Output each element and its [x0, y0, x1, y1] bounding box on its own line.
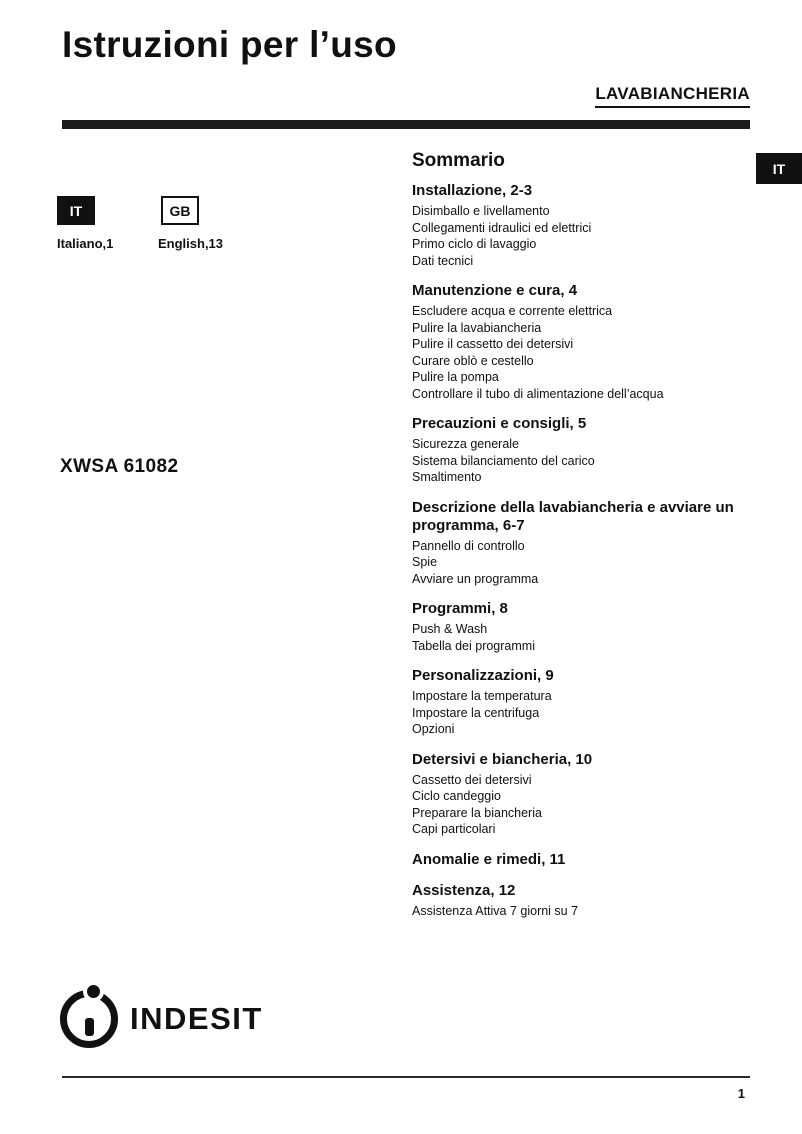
toc-item: Dati tecnici — [412, 253, 474, 268]
header-divider — [62, 120, 750, 129]
toc-item: Assistenza Attiva 7 giorni su 7 — [412, 903, 579, 918]
toc-section-title: Anomalie e rimedi, 11 — [412, 850, 566, 868]
model-number: XWSA 61082 — [60, 456, 179, 477]
indesit-circle-i-icon — [60, 990, 118, 1048]
toc-section-assistenza — [412, 882, 747, 920]
toc-section-programmi — [412, 600, 747, 654]
toc-section-title: Installazione, 2-3 — [412, 182, 533, 199]
toc-item: Escludere acqua e corrente elettrica — [412, 304, 613, 318]
toc-section-title: Programmi, 8 — [412, 600, 508, 617]
toc-item: Capi particolari — [412, 822, 496, 836]
toc-section-installazione — [412, 182, 747, 269]
toc-item: Avviare un programma — [412, 571, 539, 586]
page-number: 1 — [737, 1086, 745, 1101]
toc-section-personalizzazioni — [412, 667, 747, 738]
toc-item: Opzioni — [412, 722, 455, 736]
language-corner-tab: IT — [756, 153, 802, 184]
language-badge-gb: GB — [161, 196, 199, 225]
toc-item: Disimballo e livellamento — [412, 204, 550, 218]
toc-item: Collegamenti idraulici ed elettrici — [412, 220, 592, 235]
footer-divider — [62, 1076, 750, 1078]
toc-item: Primo ciclo di lavaggio — [412, 237, 537, 251]
toc-item: Pulire il cassetto dei detersivi — [412, 337, 574, 351]
toc-section-title: Precauzioni e consigli, 5 — [412, 415, 587, 432]
toc-item: Ciclo candeggio — [412, 789, 501, 803]
toc-section-manutenzione — [412, 282, 747, 402]
toc-item: Sistema bilanciamento del carico — [412, 453, 595, 468]
toc-item: Tabella dei programmi — [412, 638, 535, 653]
toc-heading: Sommario — [412, 150, 505, 171]
language-label-gb: English,13 — [158, 236, 224, 251]
toc-item: Spie — [412, 555, 438, 569]
toc-item: Pannello di controllo — [412, 538, 525, 553]
brand-logo — [60, 990, 263, 1048]
toc-section-title: Detersivi e biancheria, 10 — [412, 750, 593, 768]
toc-item: Pulire la lavabiancheria — [412, 320, 542, 335]
toc-section-title: Personalizzazioni, 9 — [412, 667, 554, 684]
toc-section-detersivi — [412, 751, 747, 838]
toc-item: Pulire la pompa — [412, 370, 499, 384]
toc-item: Push & Wash — [412, 622, 488, 636]
page-title: Istruzioni per l’uso — [62, 24, 397, 65]
product-category-label: LAVABIANCHERIA — [595, 84, 750, 108]
toc-item: Cassetto dei detersivi — [412, 772, 532, 787]
toc-item: Controllare il tubo di alimentazione dell’acqua — [412, 386, 664, 401]
language-badge-it: IT — [57, 196, 95, 225]
toc-section-title: Assistenza, 12 — [412, 881, 516, 899]
toc-section-descrizione — [412, 499, 747, 588]
toc-item: Impostare la temperatura — [412, 689, 552, 703]
toc-section-title: Manutenzione e cura, 4 — [412, 282, 578, 299]
toc-item: Sicurezza generale — [412, 437, 520, 451]
toc-item: Preparare la biancheria — [412, 805, 542, 820]
brand-name: INDESIT — [130, 1001, 263, 1036]
toc-item: Impostare la centrifuga — [412, 705, 540, 720]
toc-item: Smaltimento — [412, 470, 482, 484]
language-label-it: Italiano,1 — [57, 236, 114, 251]
toc-item: Curare oblò e cestello — [412, 353, 534, 368]
toc-section-precauzioni — [412, 415, 747, 486]
table-of-contents — [412, 150, 747, 932]
toc-section-title: Descrizione della lavabiancheria e avviare un programma, 6-7 — [412, 498, 734, 534]
toc-section-anomalie — [412, 851, 747, 869]
